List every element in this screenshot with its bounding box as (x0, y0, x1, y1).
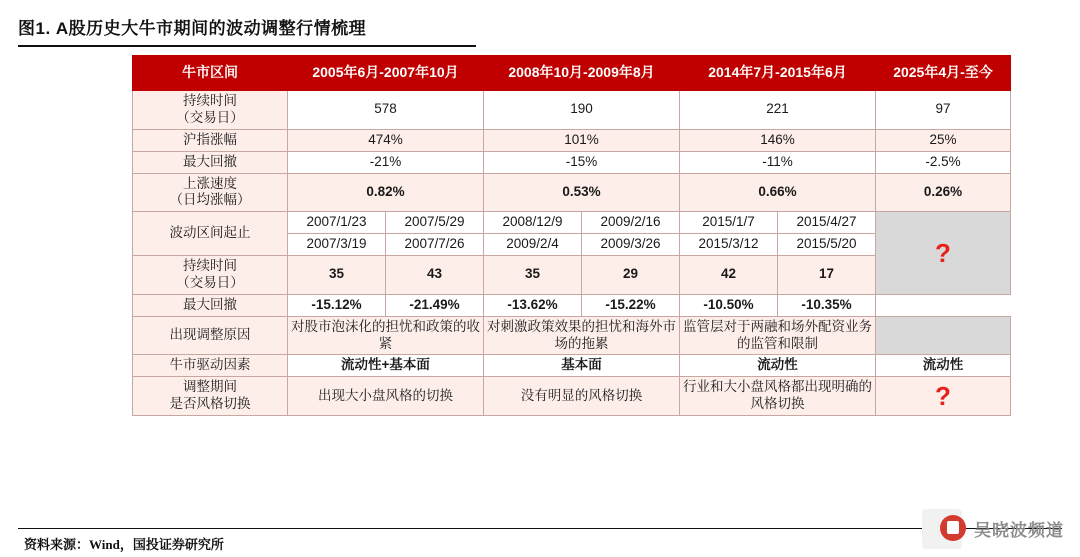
table-row (133, 377, 1011, 416)
cell-speed-2025: 0.26% (876, 173, 1011, 212)
row-label-line2: 是否风格切换 (169, 396, 251, 412)
question-mark-icon: ? (935, 380, 951, 411)
row-label-max-drawdown: 最大回撤 (133, 151, 288, 173)
table-header-cell-period: 牛市区间 (133, 56, 288, 91)
cell-drawdown-2014: -11% (680, 151, 876, 173)
cell-adjust-days-4: 29 (582, 256, 680, 295)
cell-style-2025 (876, 377, 1011, 416)
cell-speed-2008: 0.53% (484, 173, 680, 212)
table-header-row (133, 56, 1011, 91)
cell-gain-2025: 25% (876, 129, 1011, 151)
cell-range-end-1: 2007/3/19 (288, 234, 386, 256)
cell-driver-2008: 基本面 (484, 355, 680, 377)
table-row (133, 355, 1011, 377)
cell-speed-2005: 0.82% (288, 173, 484, 212)
cell-style-2008: 没有明显的风格切换 (484, 377, 680, 416)
table-row (133, 294, 1011, 316)
question-mark-icon: ? (935, 237, 951, 268)
row-label-line2: （日均涨幅） (169, 192, 251, 208)
cell-driver-2025: 流动性 (876, 355, 1011, 377)
cell-drawdown-2005: -21% (288, 151, 484, 173)
cell-range-end-3: 2009/2/4 (484, 234, 582, 256)
cell-range-end-2: 2007/7/26 (386, 234, 484, 256)
cell-drawdown-2025: -2.5% (876, 151, 1011, 173)
source-note: 资料来源：Wind，国投证券研究所 (24, 537, 224, 552)
cell-adjust-dd-5: -10.50% (680, 294, 778, 316)
cell-style-2014: 行业和大小盘风格都出现明确的风格切换 (680, 377, 876, 416)
channel-watermark (940, 515, 1064, 541)
channel-logo-icon (940, 515, 966, 541)
cell-reason-2005: 对股市泡沫化的担忧和政策的收紧 (288, 316, 484, 355)
cell-adjust-days-6: 17 (778, 256, 876, 295)
row-label-line1: 调整期间 (183, 379, 237, 395)
row-label-rise-speed (133, 173, 288, 212)
channel-name: 吴晓波频道 (974, 520, 1064, 540)
row-label-adjust-duration (133, 256, 288, 295)
cell-driver-2014: 流动性 (680, 355, 876, 377)
cell-reason-2014: 监管层对于两融和场外配资业务的监管和限制 (680, 316, 876, 355)
row-label-line1: 持续时间 (183, 93, 237, 108)
cell-range-start-3: 2008/12/9 (484, 212, 582, 234)
cell-duration-2008: 190 (484, 91, 680, 130)
cell-range-start-6: 2015/4/27 (778, 212, 876, 234)
table-row (133, 316, 1011, 355)
cell-range-start-1: 2007/1/23 (288, 212, 386, 234)
cell-style-2005: 出现大小盘风格的切换 (288, 377, 484, 416)
cell-range-end-4: 2009/3/26 (582, 234, 680, 256)
cell-duration-2025: 97 (876, 91, 1011, 130)
cell-adjust-days-3: 35 (484, 256, 582, 295)
cell-adjust-dd-6: -10.35% (778, 294, 876, 316)
cell-reason-2025 (876, 316, 1011, 355)
cell-duration-2014: 221 (680, 91, 876, 130)
cell-range-start-4: 2009/2/16 (582, 212, 680, 234)
bull-market-comparison-table (132, 55, 1011, 416)
title-divider (18, 45, 476, 47)
row-label-volatility-range: 波动区间起止 (133, 212, 288, 256)
cell-range-start-5: 2015/1/7 (680, 212, 778, 234)
cell-gain-2014: 146% (680, 129, 876, 151)
cell-range-start-2: 2007/5/29 (386, 212, 484, 234)
table-header-cell-2005: 2005年6月-2007年10月 (288, 56, 484, 91)
table-row (133, 173, 1011, 212)
cell-adjust-dd-2: -21.49% (386, 294, 484, 316)
cell-adjust-dd-3: -13.62% (484, 294, 582, 316)
row-label-line2: （交易日） (176, 109, 244, 125)
cell-adjust-dd-1: -15.12% (288, 294, 386, 316)
table-row (133, 212, 1011, 234)
cell-duration-2005: 578 (288, 91, 484, 130)
row-label-adjust-reason: 出现调整原因 (133, 316, 288, 355)
row-label-adjust-drawdown: 最大回撤 (133, 294, 288, 316)
row-label-duration (133, 91, 288, 130)
table-row (133, 91, 1011, 130)
row-label-index-gain: 沪指涨幅 (133, 129, 288, 151)
cell-adjust-dd-4: -15.22% (582, 294, 680, 316)
figure-title-block (18, 14, 1062, 47)
cell-reason-2008: 对刺激政策效果的担忧和海外市场的拖累 (484, 316, 680, 355)
row-label-line2: （交易日） (176, 274, 244, 290)
row-label-line1: 上涨速度 (183, 175, 237, 191)
cell-speed-2014: 0.66% (680, 173, 876, 212)
cell-gain-2005: 474% (288, 129, 484, 151)
page-title: 图1. A股历史大牛市期间的波动调整行情梳理 (18, 19, 367, 38)
table-row (133, 151, 1011, 173)
row-label-bull-drivers: 牛市驱动因素 (133, 355, 288, 377)
cell-driver-2005: 流动性+基本面 (288, 355, 484, 377)
cell-range-end-6: 2015/5/20 (778, 234, 876, 256)
cell-drawdown-2008: -15% (484, 151, 680, 173)
cell-adjust-days-1: 35 (288, 256, 386, 295)
table-header-cell-2025: 2025年4月-至今 (876, 56, 1011, 91)
table-row (133, 129, 1011, 151)
row-label-style-switch (133, 377, 288, 416)
cell-2025-unknown-block (876, 212, 1011, 295)
cell-range-end-5: 2015/3/12 (680, 234, 778, 256)
row-label-line1: 持续时间 (183, 258, 237, 273)
table-header-cell-2014: 2014年7月-2015年6月 (680, 56, 876, 91)
cell-adjust-days-5: 42 (680, 256, 778, 295)
cell-adjust-days-2: 43 (386, 256, 484, 295)
source-divider (18, 528, 1062, 529)
table-header-cell-2008: 2008年10月-2009年8月 (484, 56, 680, 91)
cell-gain-2008: 101% (484, 129, 680, 151)
